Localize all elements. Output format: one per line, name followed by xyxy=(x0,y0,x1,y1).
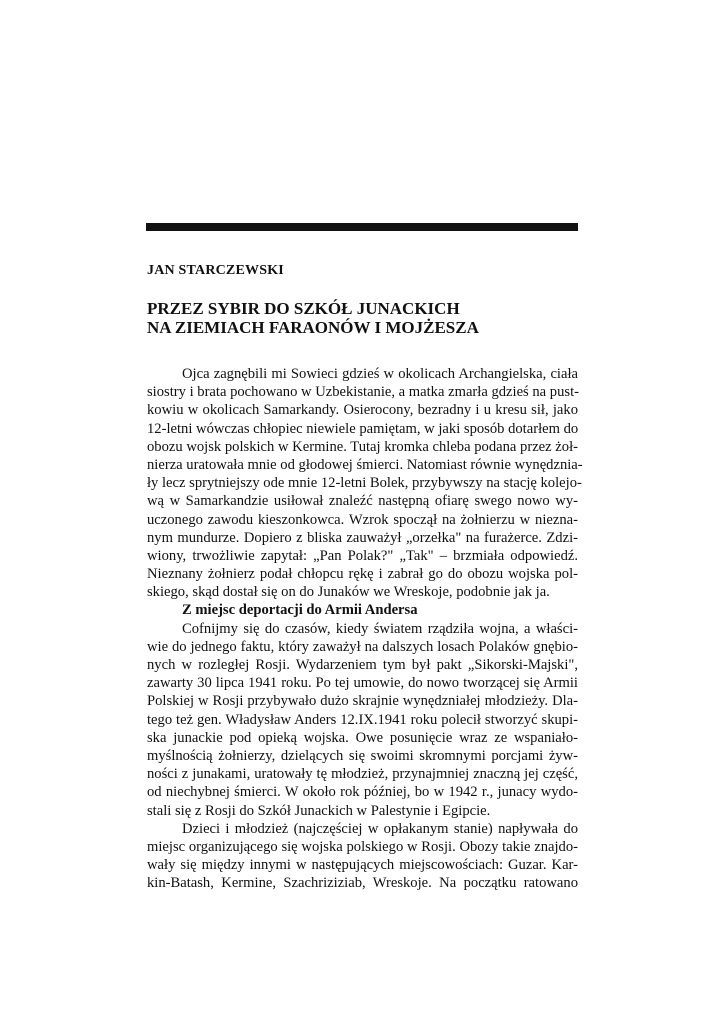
title-line: NA ZIEMIACH FARAONÓW I MOJŻESZA xyxy=(147,318,479,337)
text-line: zawarty 30 lipca 1941 roku. Po tej umowie, do nowo tworzącej się Armii xyxy=(147,675,578,692)
text-line: kin-Batash, Kermine, Szachriziziab, Wreskoje. Na początku ratowano xyxy=(147,875,578,892)
text-line: kowiu w okolicach Samarkandy. Osierocony, bezradny i u kresu sił, jako xyxy=(147,402,578,419)
text-line: uczonego zawodu kieszonkowca. Wzrok spoczął na żołnierzu w niezna- xyxy=(147,511,578,528)
text-line: Ojca zagnębili mi Sowieci gdzieś w okolicach Archangielska, ciała xyxy=(182,366,578,382)
text-line: nierza uratowała mnie od głodowej śmierci. Natomiast równie wynędznia- xyxy=(147,456,583,473)
text-line: Dzieci i młodzież (najczęściej w opłakanym stanie) napływała do xyxy=(182,820,578,837)
paragraph-2 xyxy=(147,620,578,820)
text-line: skiego, skąd dostał się on do Junaków we Wreskoje, podobnie jak ja. xyxy=(147,584,550,601)
text-line: Polskiej w Rosji przybywało dużo skrajnie wynędzniałej młodzieży. Dla- xyxy=(147,693,578,710)
text-line: myślnością żołnierzy, dzielących się swoimi skromnymi porcjami żyw- xyxy=(147,747,578,764)
section-heading: Z miejsc deportacji do Armii Andersa xyxy=(182,602,418,619)
text-line: ska junackie pod opieką wojska. Owe posunięcie wraz ze wspaniało- xyxy=(147,729,578,746)
text-line: obozu wojsk polskich w Kermine. Tutaj kromka chleba podana przez żoł- xyxy=(147,438,578,455)
text-line: miejsc organizującego się wojska polskiego w Rosji. Obozy takie znajdo- xyxy=(147,838,578,855)
title-line: PRZEZ SYBIR DO SZKÓŁ JUNACKICH xyxy=(147,299,460,318)
text-line: nych w rozległej Rosji. Wydarzeniem tym był pakt „Sikorski-Majski", xyxy=(147,657,578,673)
text-line: ności z junakami, uratowały tę młodzież, przynajmniej znaczną jej część, xyxy=(147,766,578,783)
text-line: wiony, trwożliwie zapytał: „Pan Polak?" „Tak" – brzmiała odpowiedź. xyxy=(147,547,578,564)
text-line: od niechybnej śmierci. W około rok później, bo w 1942 r., junacy wydo- xyxy=(147,784,578,801)
top-rule xyxy=(146,223,578,231)
article-body xyxy=(147,365,583,892)
paragraph-3 xyxy=(147,820,578,893)
author-name: JAN STARCZEWSKI xyxy=(147,263,284,278)
text-line: siostry i brata pochowano w Uzbekistanie, a matka zmarła gdzieś na pust- xyxy=(147,384,579,401)
text-line: nym mundurze. Dopiero z bliska zauważył „orzełka" na furażerce. Zdzi- xyxy=(147,529,578,546)
text-line: ły lecz sprytniejszy ode mnie 12-letni Bolek, przybywszy na stację kolejo- xyxy=(147,475,582,492)
text-line: tego też gen. Władysław Anders 12.IX.1941 roku polecił stworzyć skupi- xyxy=(147,711,578,728)
text-line: Cofnijmy się do czasów, kiedy światem rządziła wojna, a właści- xyxy=(182,620,578,637)
text-line: 12-letni wówczas chłopiec niewiele pamiętam, w jaki sposób dotarłem do xyxy=(147,420,579,437)
text-line: stali się z Rosji do Szkół Junackich w Palestynie i Egipcie. xyxy=(147,802,491,819)
text-line: Nieznany żołnierz podał chłopcu rękę i zabrał go do obozu wojska pol- xyxy=(147,566,578,583)
article-title xyxy=(147,299,587,337)
paragraph-1 xyxy=(147,365,583,601)
text-line: wały się między innymi w następujących miejscowościach: Guzar. Kar- xyxy=(147,857,578,874)
text-line: wą w Samarkandzie usiłował znaleźć następną ofiarę swego nowo wy- xyxy=(147,493,578,510)
text-line: wie do jednego faktu, który zaważył na dalszych losach Polaków gnębio- xyxy=(147,638,578,655)
